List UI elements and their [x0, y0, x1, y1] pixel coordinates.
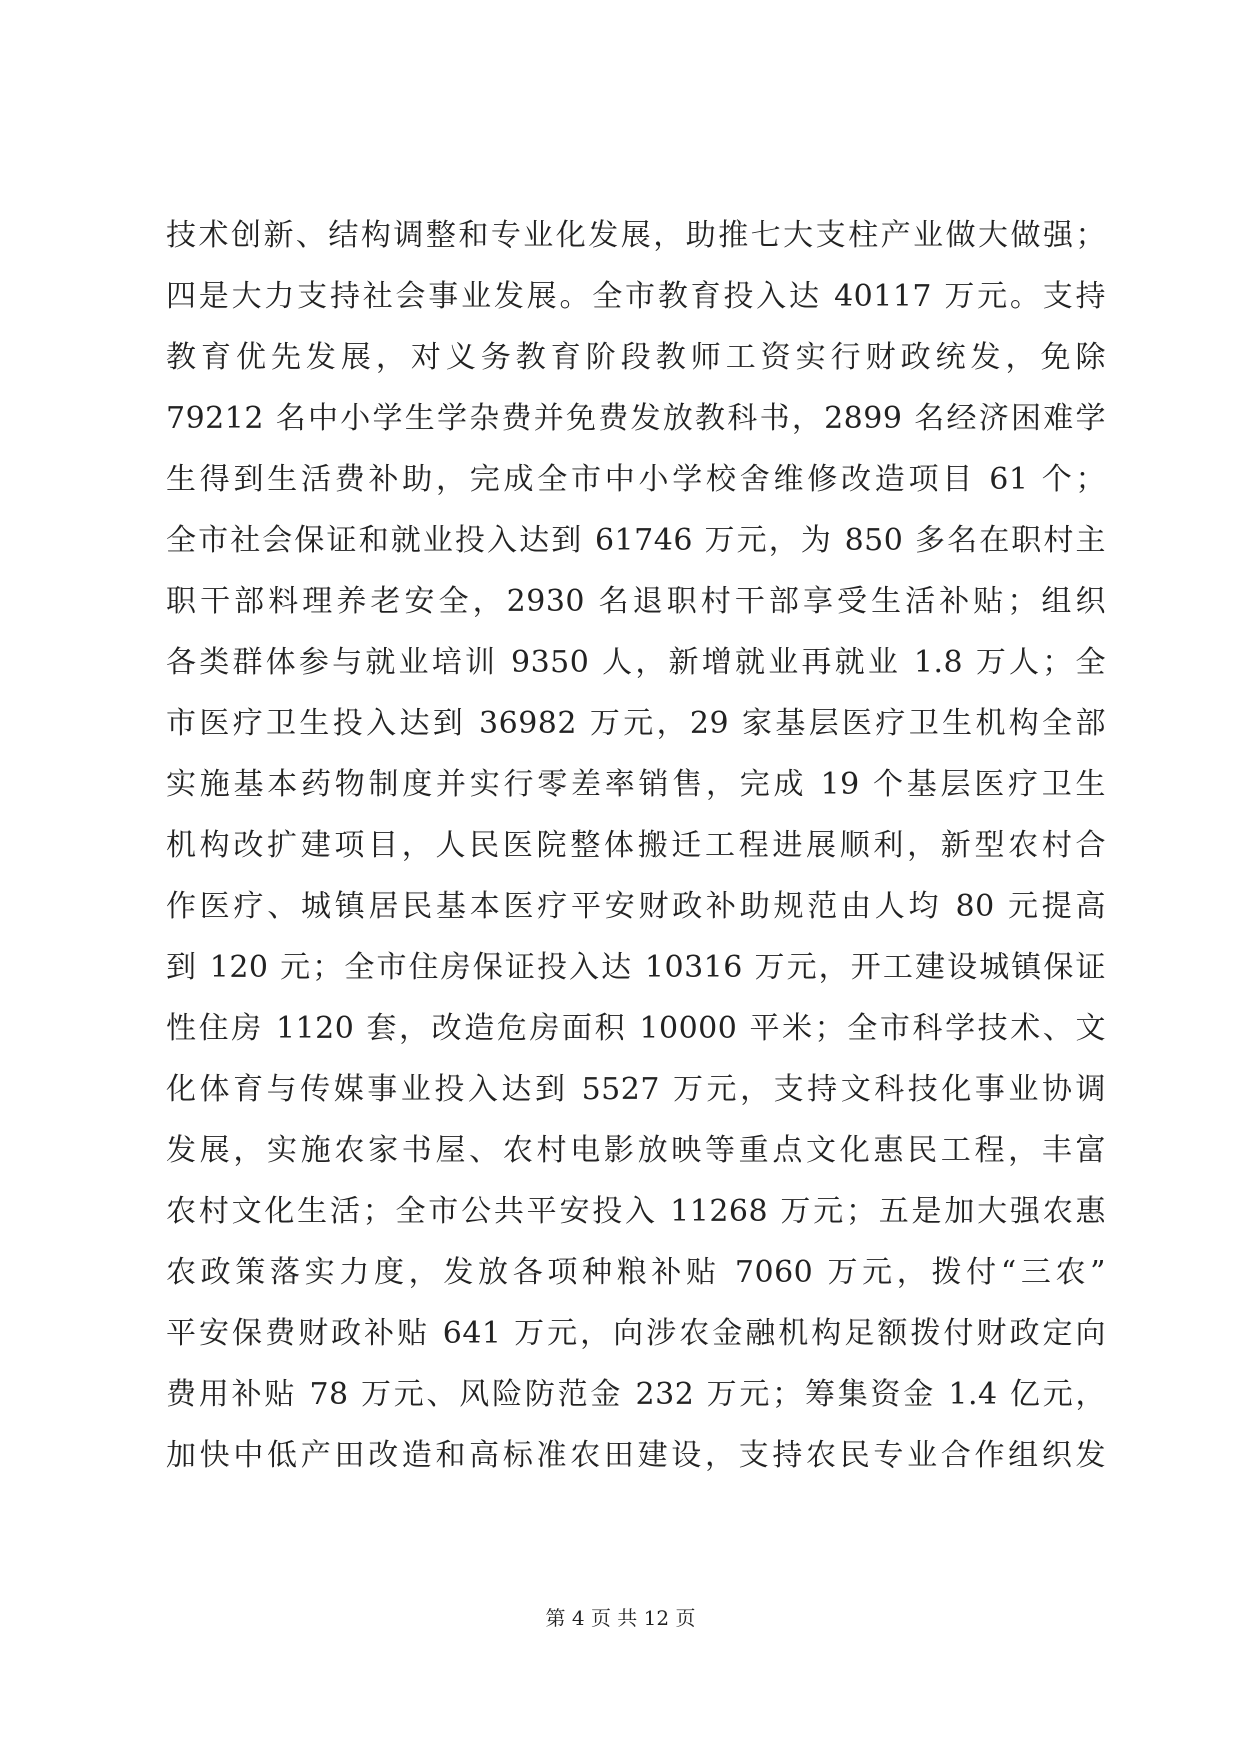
- text-line: 四是大力支持社会事业发展。全市教育投入达 40117 万元。支持: [166, 279, 1106, 314]
- text-line: 各类群体参与就业培训 9350 人，新增就业再就业 1.8 万人；全: [166, 645, 1106, 680]
- text-line: 职干部料理养老安全，2930 名退职村干部享受生活补贴；组织: [166, 584, 1106, 619]
- text-line: 农村文化生活；全市公共平安投入 11268 万元；五是加大强农惠: [166, 1194, 1106, 1229]
- text-line: 性住房 1120 套，改造危房面积 10000 平米；全市科学技术、文: [166, 1011, 1106, 1046]
- text-line: 79212 名中小学生学杂费并免费发放教科书，2899 名经济困难学: [166, 401, 1106, 436]
- text-line: 加快中低产田改造和高标准农田建设，支持农民专业合作组织发: [166, 1438, 1106, 1473]
- text-line: 到 120 元；全市住房保证投入达 10316 万元，开工建设城镇保证: [166, 950, 1106, 985]
- body-text: [166, 205, 1106, 1486]
- page-number-footer: 第 4 页 共 12 页: [545, 1606, 696, 1630]
- text-line: 作医疗、城镇居民基本医疗平安财政补助规范由人均 80 元提高: [166, 889, 1106, 924]
- text-line: 教育优先发展，对义务教育阶段教师工资实行财政统发，免除: [166, 340, 1106, 375]
- text-line: 发展，实施农家书屋、农村电影放映等重点文化惠民工程，丰富: [166, 1133, 1106, 1168]
- text-line: 费用补贴 78 万元、风险防范金 232 万元；筹集资金 1.4 亿元，: [166, 1377, 1106, 1412]
- text-line: 农政策落实力度，发放各项种粮补贴 7060 万元，拨付“三农”: [166, 1255, 1106, 1290]
- text-line: 生得到生活费补助，完成全市中小学校舍维修改造项目 61 个；: [166, 462, 1106, 497]
- text-line: 全市社会保证和就业投入达到 61746 万元，为 850 多名在职村主: [166, 523, 1106, 558]
- text-line: 平安保费财政补贴 641 万元，向涉农金融机构足额拨付财政定向: [166, 1316, 1106, 1351]
- text-line: 化体育与传媒事业投入达到 5527 万元，支持文科技化事业协调: [166, 1072, 1106, 1107]
- text-line: 机构改扩建项目，人民医院整体搬迁工程进展顺利，新型农村合: [166, 828, 1106, 863]
- text-line: 市医疗卫生投入达到 36982 万元，29 家基层医疗卫生机构全部: [166, 706, 1106, 741]
- text-line: 技术创新、结构调整和专业化发展，助推七大支柱产业做大做强；: [166, 218, 1106, 253]
- text-line: 实施基本药物制度并实行零差率销售，完成 19 个基层医疗卫生: [166, 767, 1106, 802]
